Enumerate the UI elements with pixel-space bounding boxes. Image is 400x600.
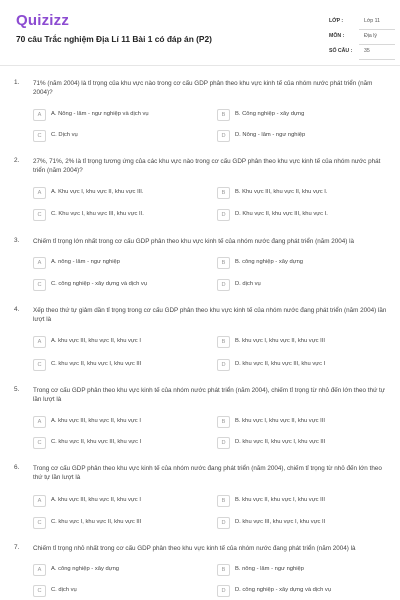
question-number: 1. bbox=[14, 79, 20, 86]
option-b[interactable] bbox=[217, 187, 392, 199]
option-text: C. Dịch vụ bbox=[51, 132, 78, 138]
question-number: 3. bbox=[14, 237, 20, 244]
question-3 bbox=[0, 237, 400, 293]
question-text: 71% (năm 2004) là tỉ trọng của khu vực nào trong cơ cấu GDP phân theo khu vực kinh tế của nhóm nước phát triển (năm 2004)? bbox=[33, 80, 373, 97]
option-letter-box: D bbox=[217, 130, 230, 142]
option-text: A. khu vực III, khu vực II, khu vực I bbox=[51, 418, 141, 424]
question-number: 2. bbox=[14, 157, 20, 164]
question-6 bbox=[0, 464, 400, 530]
option-letter-box: A bbox=[33, 416, 46, 428]
option-text: C. khu vực I, khu vực II, khu vực III bbox=[51, 519, 142, 525]
meta-underline bbox=[359, 44, 395, 45]
option-d[interactable] bbox=[217, 279, 392, 291]
option-text: A. công nghiệp - xây dựng bbox=[51, 566, 120, 572]
option-letter-box: A bbox=[33, 495, 46, 507]
option-d[interactable] bbox=[217, 209, 392, 221]
question-number: 7. bbox=[14, 544, 20, 551]
option-letter-box: C bbox=[33, 279, 46, 291]
option-letter-box: D bbox=[217, 517, 230, 529]
meta-row-subject bbox=[329, 31, 395, 46]
option-a[interactable] bbox=[33, 257, 208, 269]
option-letter-box: A bbox=[33, 336, 46, 348]
meta-panel bbox=[329, 16, 395, 61]
option-b[interactable] bbox=[217, 564, 392, 576]
meta-value: Lớp 11 bbox=[364, 18, 380, 24]
page-title: 70 câu Trắc nghiệm Địa Lí 11 Bài 1 có đáp án (P2) bbox=[16, 34, 212, 44]
option-text: B. khu vực I, khu vực II, khu vực III bbox=[235, 338, 325, 344]
option-letter-box: D bbox=[217, 209, 230, 221]
option-letter-box: C bbox=[33, 517, 46, 529]
meta-value: 35 bbox=[364, 48, 370, 54]
option-text: B. Công nghiệp - xây dựng bbox=[235, 111, 305, 117]
option-b[interactable] bbox=[217, 109, 392, 121]
option-text: C. khu vực II, khu vực I, khu vực III bbox=[51, 361, 142, 367]
option-text: A. khu vực III, khu vực II, khu vực I bbox=[51, 497, 141, 503]
option-letter-box: C bbox=[33, 130, 46, 142]
question-text: Chiếm tỉ trọng nhỏ nhất trong cơ cấu GDP phân theo khu vực kinh tế của nhóm nước đang phát triển (năm 2004) là bbox=[33, 545, 356, 552]
option-letter-box: B bbox=[217, 336, 230, 348]
option-text: A. Khu vực I, khu vực II, khu vực III. bbox=[51, 189, 144, 195]
option-c[interactable] bbox=[33, 517, 208, 529]
option-b[interactable] bbox=[217, 495, 392, 507]
meta-underline bbox=[359, 29, 395, 30]
option-text: A. nông - lâm - ngư nghiệp bbox=[51, 259, 120, 265]
option-letter-box: D bbox=[217, 437, 230, 449]
option-text: C. Khu vực I, khu vực III, khu vực II. bbox=[51, 211, 144, 217]
worksheet-header bbox=[0, 0, 400, 66]
meta-underline bbox=[359, 59, 395, 60]
option-letter-box: C bbox=[33, 585, 46, 597]
option-text: D. công nghiệp - xây dựng và dịch vụ bbox=[235, 587, 332, 593]
option-letter-box: A bbox=[33, 564, 46, 576]
meta-key: MÔN : bbox=[329, 33, 345, 39]
option-text: B. công nghiệp - xây dựng bbox=[235, 259, 304, 265]
meta-value: Địa lý bbox=[364, 33, 377, 39]
quizizz-logo: Quizizz bbox=[16, 12, 70, 29]
option-text: D. khu vực III, khu vực I, khu vực II bbox=[235, 519, 326, 525]
question-number: 5. bbox=[14, 386, 20, 393]
option-c[interactable] bbox=[33, 437, 208, 449]
question-text: Chiếm tỉ trọng lớn nhất trong cơ cấu GDP phân theo khu vực kinh tế của nhóm nước đang phát triển (năm 2004) là bbox=[33, 238, 355, 245]
option-letter-box: B bbox=[217, 416, 230, 428]
option-letter-box: B bbox=[217, 109, 230, 121]
option-b[interactable] bbox=[217, 336, 392, 348]
option-d[interactable] bbox=[217, 437, 392, 449]
option-letter-box: D bbox=[217, 585, 230, 597]
option-d[interactable] bbox=[217, 585, 392, 597]
question-number: 4. bbox=[14, 306, 20, 313]
option-letter-box: B bbox=[217, 495, 230, 507]
option-a[interactable] bbox=[33, 416, 208, 428]
option-text: D. dịch vụ bbox=[235, 281, 261, 287]
option-letter-box: B bbox=[217, 187, 230, 199]
option-text: B. khu vực I, khu vực II, khu vực III bbox=[235, 418, 325, 424]
question-text: 27%, 71%, 2% là tỉ trọng tương ứng của các khu vực nào trong cơ cấu GDP phân theo khu vực kinh tế của nhóm nước phát triển (năm 2004)? bbox=[33, 158, 381, 175]
option-d[interactable] bbox=[217, 359, 392, 371]
option-letter-box: A bbox=[33, 257, 46, 269]
option-letter-box: D bbox=[217, 359, 230, 371]
option-letter-box: C bbox=[33, 209, 46, 221]
question-5 bbox=[0, 386, 400, 452]
meta-key: SỐ CÂU : bbox=[329, 48, 353, 54]
option-letter-box: D bbox=[217, 279, 230, 291]
meta-row-class bbox=[329, 16, 395, 31]
option-a[interactable] bbox=[33, 187, 208, 199]
option-letter-box: A bbox=[33, 187, 46, 199]
option-a[interactable] bbox=[33, 495, 208, 507]
option-text: B. nông - lâm - ngư nghiệp bbox=[235, 566, 304, 572]
option-b[interactable] bbox=[217, 257, 392, 269]
meta-key: LỚP : bbox=[329, 18, 344, 24]
option-d[interactable] bbox=[217, 517, 392, 529]
question-text: Trong cơ cấu GDP phân theo khu vực kinh tế của nhóm nước phát triển (năm 2004), chiếm tỉ trọng từ nhỏ đến lớn theo thứ tự lần lượt là bbox=[33, 387, 385, 404]
option-text: C. công nghiệp - xây dựng và dịch vụ bbox=[51, 281, 148, 287]
option-c[interactable] bbox=[33, 359, 208, 371]
option-c[interactable] bbox=[33, 585, 208, 597]
option-letter-box: A bbox=[33, 109, 46, 121]
option-c[interactable] bbox=[33, 130, 208, 142]
option-text: D. khu vực II, khu vực I, khu vực III bbox=[235, 439, 326, 445]
option-d[interactable] bbox=[217, 130, 392, 142]
option-letter-box: C bbox=[33, 437, 46, 449]
option-letter-box: B bbox=[217, 564, 230, 576]
question-7 bbox=[0, 544, 400, 600]
option-a[interactable] bbox=[33, 564, 208, 576]
option-text: C. dịch vụ bbox=[51, 587, 77, 593]
option-a[interactable] bbox=[33, 336, 208, 348]
option-b[interactable] bbox=[217, 416, 392, 428]
option-text: D. Nông - lâm - ngư nghiệp bbox=[235, 132, 306, 138]
question-text: Xếp theo thứ tự giảm dần tỉ trọng trong cơ cấu GDP phân theo khu vực kinh tế của nhóm nước đang phát triển (năm 2004) lần lượt là bbox=[33, 307, 387, 324]
question-number: 6. bbox=[14, 464, 20, 471]
question-4 bbox=[0, 306, 400, 372]
option-text: D. khu vực II, khu vực III, khu vực I bbox=[235, 361, 326, 367]
option-c[interactable] bbox=[33, 279, 208, 291]
question-1 bbox=[0, 79, 400, 145]
question-text: Trong cơ cấu GDP phân theo khu vực kinh tế của nhóm nước đang phát triển (năm 2004), chiếm tỉ trọng từ nhỏ đến lớn theo thứ tự lần lượt là bbox=[33, 465, 382, 482]
option-text: D. Khu vực II, khu vực III, khu vực I. bbox=[235, 211, 328, 217]
option-letter-box: B bbox=[217, 257, 230, 269]
option-text: A. Nông - lâm - ngư nghiệp và dịch vụ bbox=[51, 111, 149, 117]
option-c[interactable] bbox=[33, 209, 208, 221]
option-letter-box: C bbox=[33, 359, 46, 371]
option-text: C. khu vực II, khu vực III, khu vực I bbox=[51, 439, 142, 445]
meta-row-count bbox=[329, 46, 395, 61]
question-2 bbox=[0, 157, 400, 223]
option-text: A. khu vực III, khu vực II, khu vực I bbox=[51, 338, 141, 344]
option-a[interactable] bbox=[33, 109, 208, 121]
option-text: B. Khu vực III, khu vực II, khu vực I. bbox=[235, 189, 328, 195]
option-text: B. khu vực II, khu vực I, khu vực III bbox=[235, 497, 325, 503]
